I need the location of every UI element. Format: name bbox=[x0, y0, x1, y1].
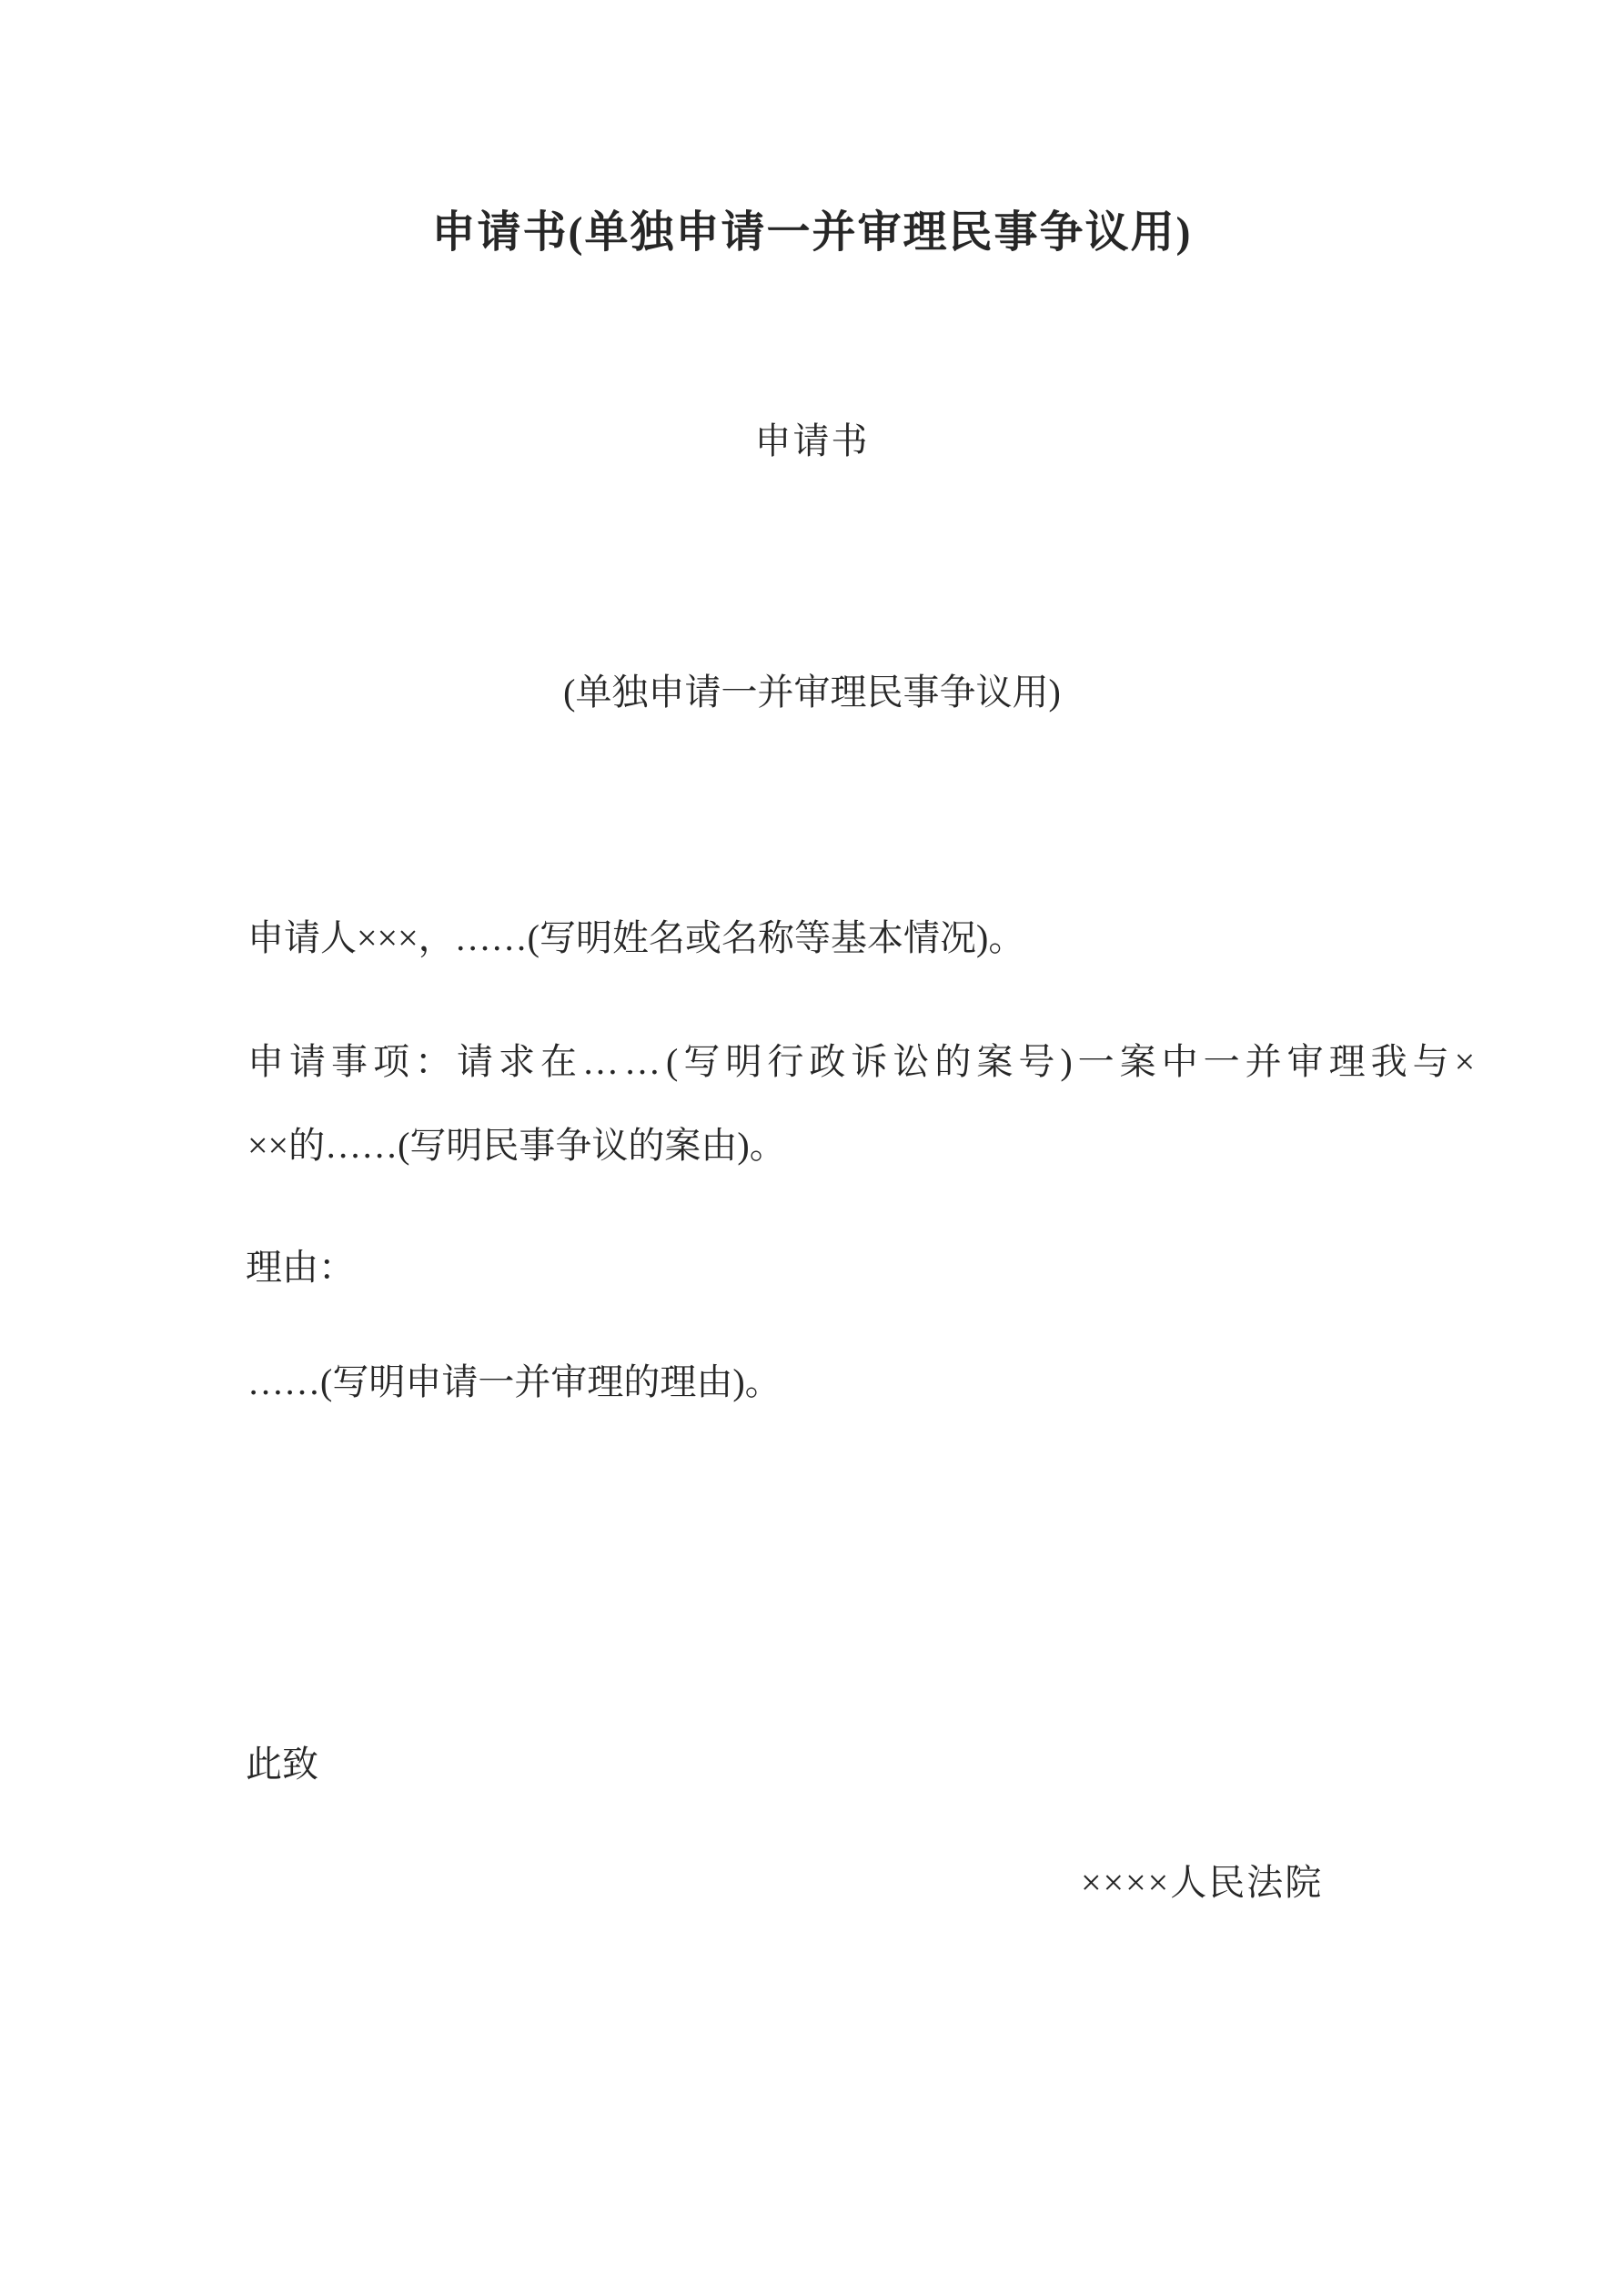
document-title: 申请书(单独申请一并审理民事争议用) bbox=[431, 208, 1193, 257]
applicant-line: 申请人×××，……(写明姓名或名称等基本情况)。 bbox=[247, 917, 1025, 958]
request-line-2: ××的……(写明民事争议的案由)。 bbox=[247, 1125, 786, 1166]
reason-label: 理由： bbox=[246, 1247, 355, 1288]
court-name: ××××人民法院 bbox=[1081, 1862, 1324, 1903]
request-line-1: 申请事项：请求在……(写明行政诉讼的案号)一案中一并审理我与× bbox=[247, 1041, 1481, 1082]
document-subtitle: 申请书 bbox=[754, 420, 870, 461]
closing-salutation: 此致 bbox=[246, 1744, 318, 1785]
reason-body: ……(写明申请一并审理的理由)。 bbox=[247, 1361, 782, 1402]
document-subtitle-note: (单独申请一并审理民事争议用) bbox=[563, 672, 1061, 713]
